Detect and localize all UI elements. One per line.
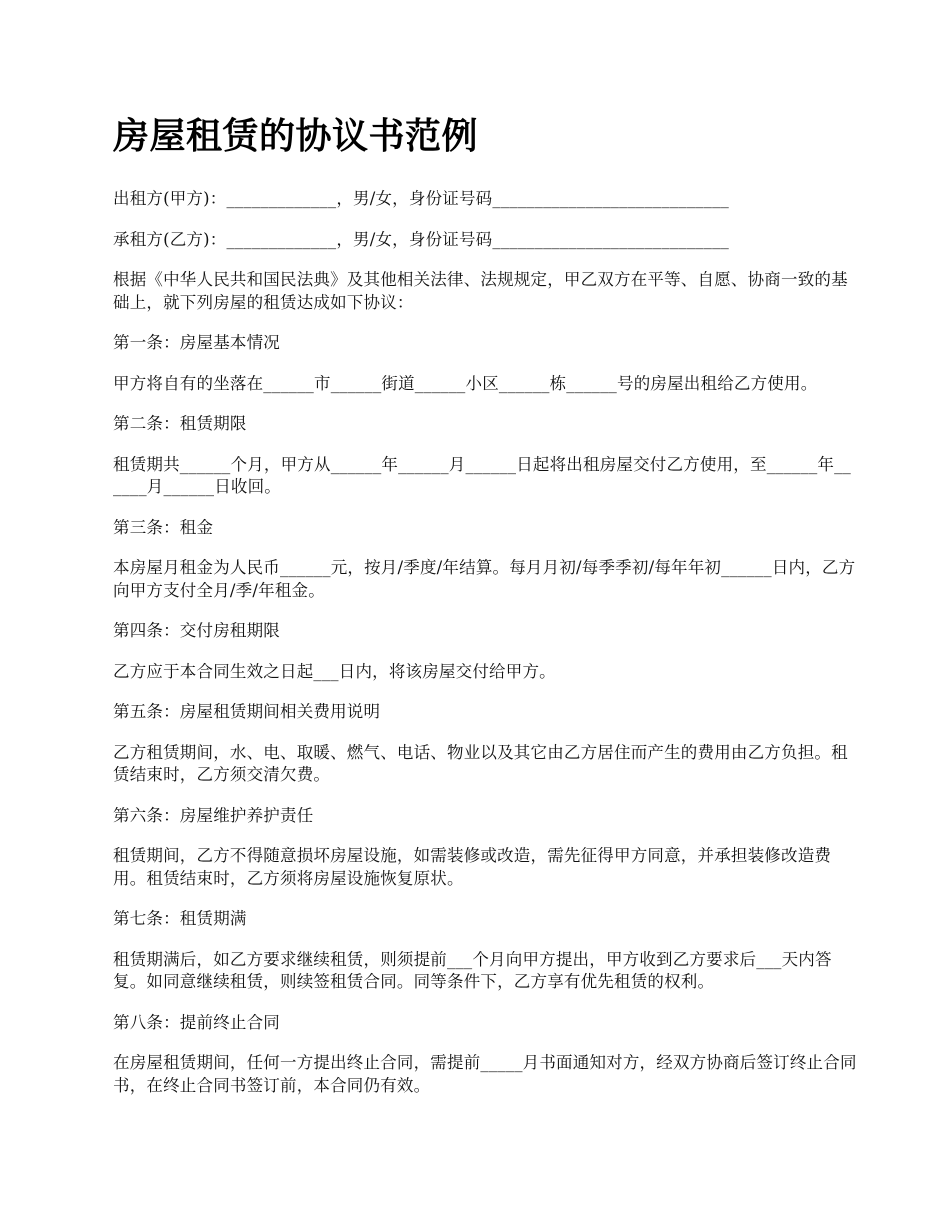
article-8-heading: 第八条：提前终止合同: [113, 1012, 280, 1032]
article-8-body: 在房屋租赁期间，任何一方提出终止合同，需提前_____月书面通知对方，经双方协商后签订终止合同书，在终止合同书签订前，本合同仍有效。: [113, 1053, 857, 1095]
document-title: 房屋租赁的协议书范例: [113, 116, 479, 157]
article-6-heading: 第六条：房屋维护养护责任: [113, 805, 314, 825]
article-7-heading: 第七条：租赁期满: [113, 909, 247, 928]
article-5-body: 乙方租赁期间，水、电、取暖、燃气、电话、物业以及其它由乙方居住而产生的费用由乙方负担。租赁结束时，乙方须交清欠费。: [113, 742, 848, 784]
article-4-heading: 第四条：交付房租期限: [113, 621, 280, 640]
article-4-body: 乙方应于本合同生效之日起___日内，将该房屋交付给甲方。: [113, 661, 556, 681]
preamble-paragraph: 根据《中华人民共和国民法典》及其他相关法律、法规规定，甲乙双方在平等、自愿、协商一致的基础上，就下列房屋的租赁达成如下协议：: [113, 270, 848, 312]
lessor-line: 出租方(甲方)：_____________，男/女，身份证号码____________________________: [113, 189, 729, 208]
article-6-body: 租赁期间，乙方不得随意损坏房屋设施，如需装修或改造，需先征得甲方同意，并承担装修改造费用。租赁结束时，乙方须将房屋设施恢复原状。: [113, 846, 832, 888]
article-2-body: 租赁期共______个月，甲方从______年______月______日起将出租房屋交付乙方使用，至______年______月______日收回。: [113, 454, 851, 496]
lessee-line: 承租方(乙方)：_____________，男/女，身份证号码____________________________: [113, 229, 729, 249]
article-3-heading: 第三条：租金: [113, 517, 214, 537]
article-1-heading: 第一条：房屋基本情况: [113, 333, 280, 352]
article-7-body: 租赁期满后，如乙方要求继续租赁，则须提前___个月向甲方提出，甲方收到乙方要求后___天内答复。如同意继续租赁，则续签租赁合同。同等条件下，乙方享有优先租赁的权利。: [113, 949, 832, 991]
article-5-heading: 第五条：房屋租赁期间相关费用说明: [113, 702, 381, 721]
article-1-body: 甲方将自有的坐落在______市______街道______小区______栋______号的房屋出租给乙方使用。: [113, 373, 818, 393]
article-2-heading: 第二条：租赁期限: [113, 414, 247, 433]
document-page: [113, 108, 858, 1115]
article-3-body: 本房屋月租金为人民币______元，按月/季度/年结算。每月月初/每季季初/每年年初______日内，乙方向甲方支付全月/季/年租金。: [113, 558, 856, 600]
